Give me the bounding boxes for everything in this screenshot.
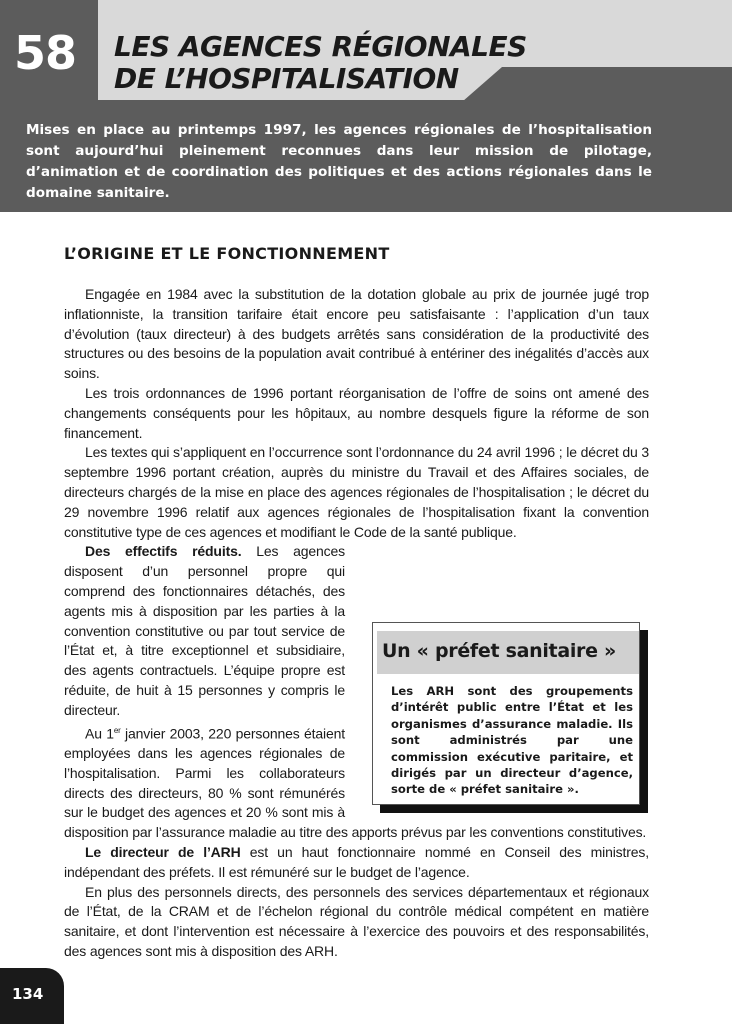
sidebar-box [372,622,648,813]
paragraph-4-term: Des effectifs réduits. [85,543,242,560]
paragraph-6 [64,843,649,883]
paragraph-5-start: Au 1 [85,725,114,742]
page-number: 134 [12,985,44,1003]
chapter-title-line1: LES AGENCES RÉGIONALES [114,30,527,63]
sidebar-text: Les ARH sont des groupements d’intérêt public entre l’État et les organismes d’assurance maladie. Ils sont administrés par une commission exécutive paritaire, et dirigés par un directeur d’agence, sorte de « préfet sanitaire ». [391,684,633,797]
paragraph-5-sup: er [113,725,121,735]
paragraph-2: Les trois ordonnances de 1996 portant réorganisation de l’offre de soins ont amené des changements conséquents pour les hôpitaux, au nombre desquels figure la réforme de son financement. [64,384,649,441]
chapter-title [114,31,527,95]
chapter-number: 58 [14,26,77,80]
sidebar-title: Un « préfet sanitaire » [382,640,616,662]
paragraph-6-text: est un haut fonctionnaire nommé en Conseil des ministres, indépendant des préfets. Il est rémunéré sur le budget de l’agence. [64,843,650,880]
paragraph-1: Engagée en 1984 avec la substitution de la dotation globale au prix de journée jugé trop inflationniste, la transition tarifaire était encore peu satisfaisante : l’application d’un taux d’évolution (taux directeur) à des budgets arrêtés sans considération de la productivité des structures ou des besoins de la population avait contribué à entériner des inégalités d’accès aux soins. [64,286,649,382]
section-title: L’ORIGINE ET LE FONCTIONNEMENT [64,244,390,263]
chapter-lead: Mises en place au printemps 1997, les agences régionales de l’hospitalisation sont aujourd’hui pleinement reconnues dans leur mission de pilotage, d’animation et de coordination des politiques et des actions régionales dans le domaine sanitaire. [26,122,652,201]
paragraph-4-text: Les agences disposent d’un personnel propre qui comprend des fonctionnaires détachés, des agents mis à disposition par les parties à la convention constitutive ou par tout service de l’État et, à titre exceptionnel et subsidiaire, des agents contractuels. L’équipe propre est réduite, de huit à 15 personnes y compris le directeur. [64,543,345,718]
chapter-title-line2: DE L’HOSPITALISATION [114,62,459,95]
paragraph-3: Les textes qui s’appliquent en l’occurrence sont l’ordonnance du 24 avril 1996 ; le décret du 3 septembre 1996 portant création, auprès du ministre du Travail et des Affaires sociales, de directeurs chargés de la mise en place des agences régionales de l’hospitalisation ; le décret du 29 novembre 1996 relatif aux agences régionales de l’hospitalisation fixant la convention constitutive type de ces agences et modifiant le Code de la santé publique. [64,444,650,540]
paragraph-7: En plus des personnels directs, des personnels des services départementaux et régionaux de l’État, de la CRAM et de l’échelon régional du contrôle médical compétent en matière sanitaire, et dont l’intervention est nécessaire à l’exercice des pouvoirs et des responsabilités, des agences sont mis à disposition des ARH. [64,883,649,959]
sidebar-box-inner [372,622,640,805]
paragraph-6-term: Le directeur de l’ARH [85,843,241,860]
paragraph-5-text: janvier 2003, 220 personnes étaient employées dans les agences régionales de l’hospitalisation. Parmi les collaborateurs directs des directeurs, 80 % sont rémunérés sur le budget des agences et 20 % sont mis à disposition par l’assurance maladie au titre des apports prévus par les conventions constitutives. [64,725,647,841]
